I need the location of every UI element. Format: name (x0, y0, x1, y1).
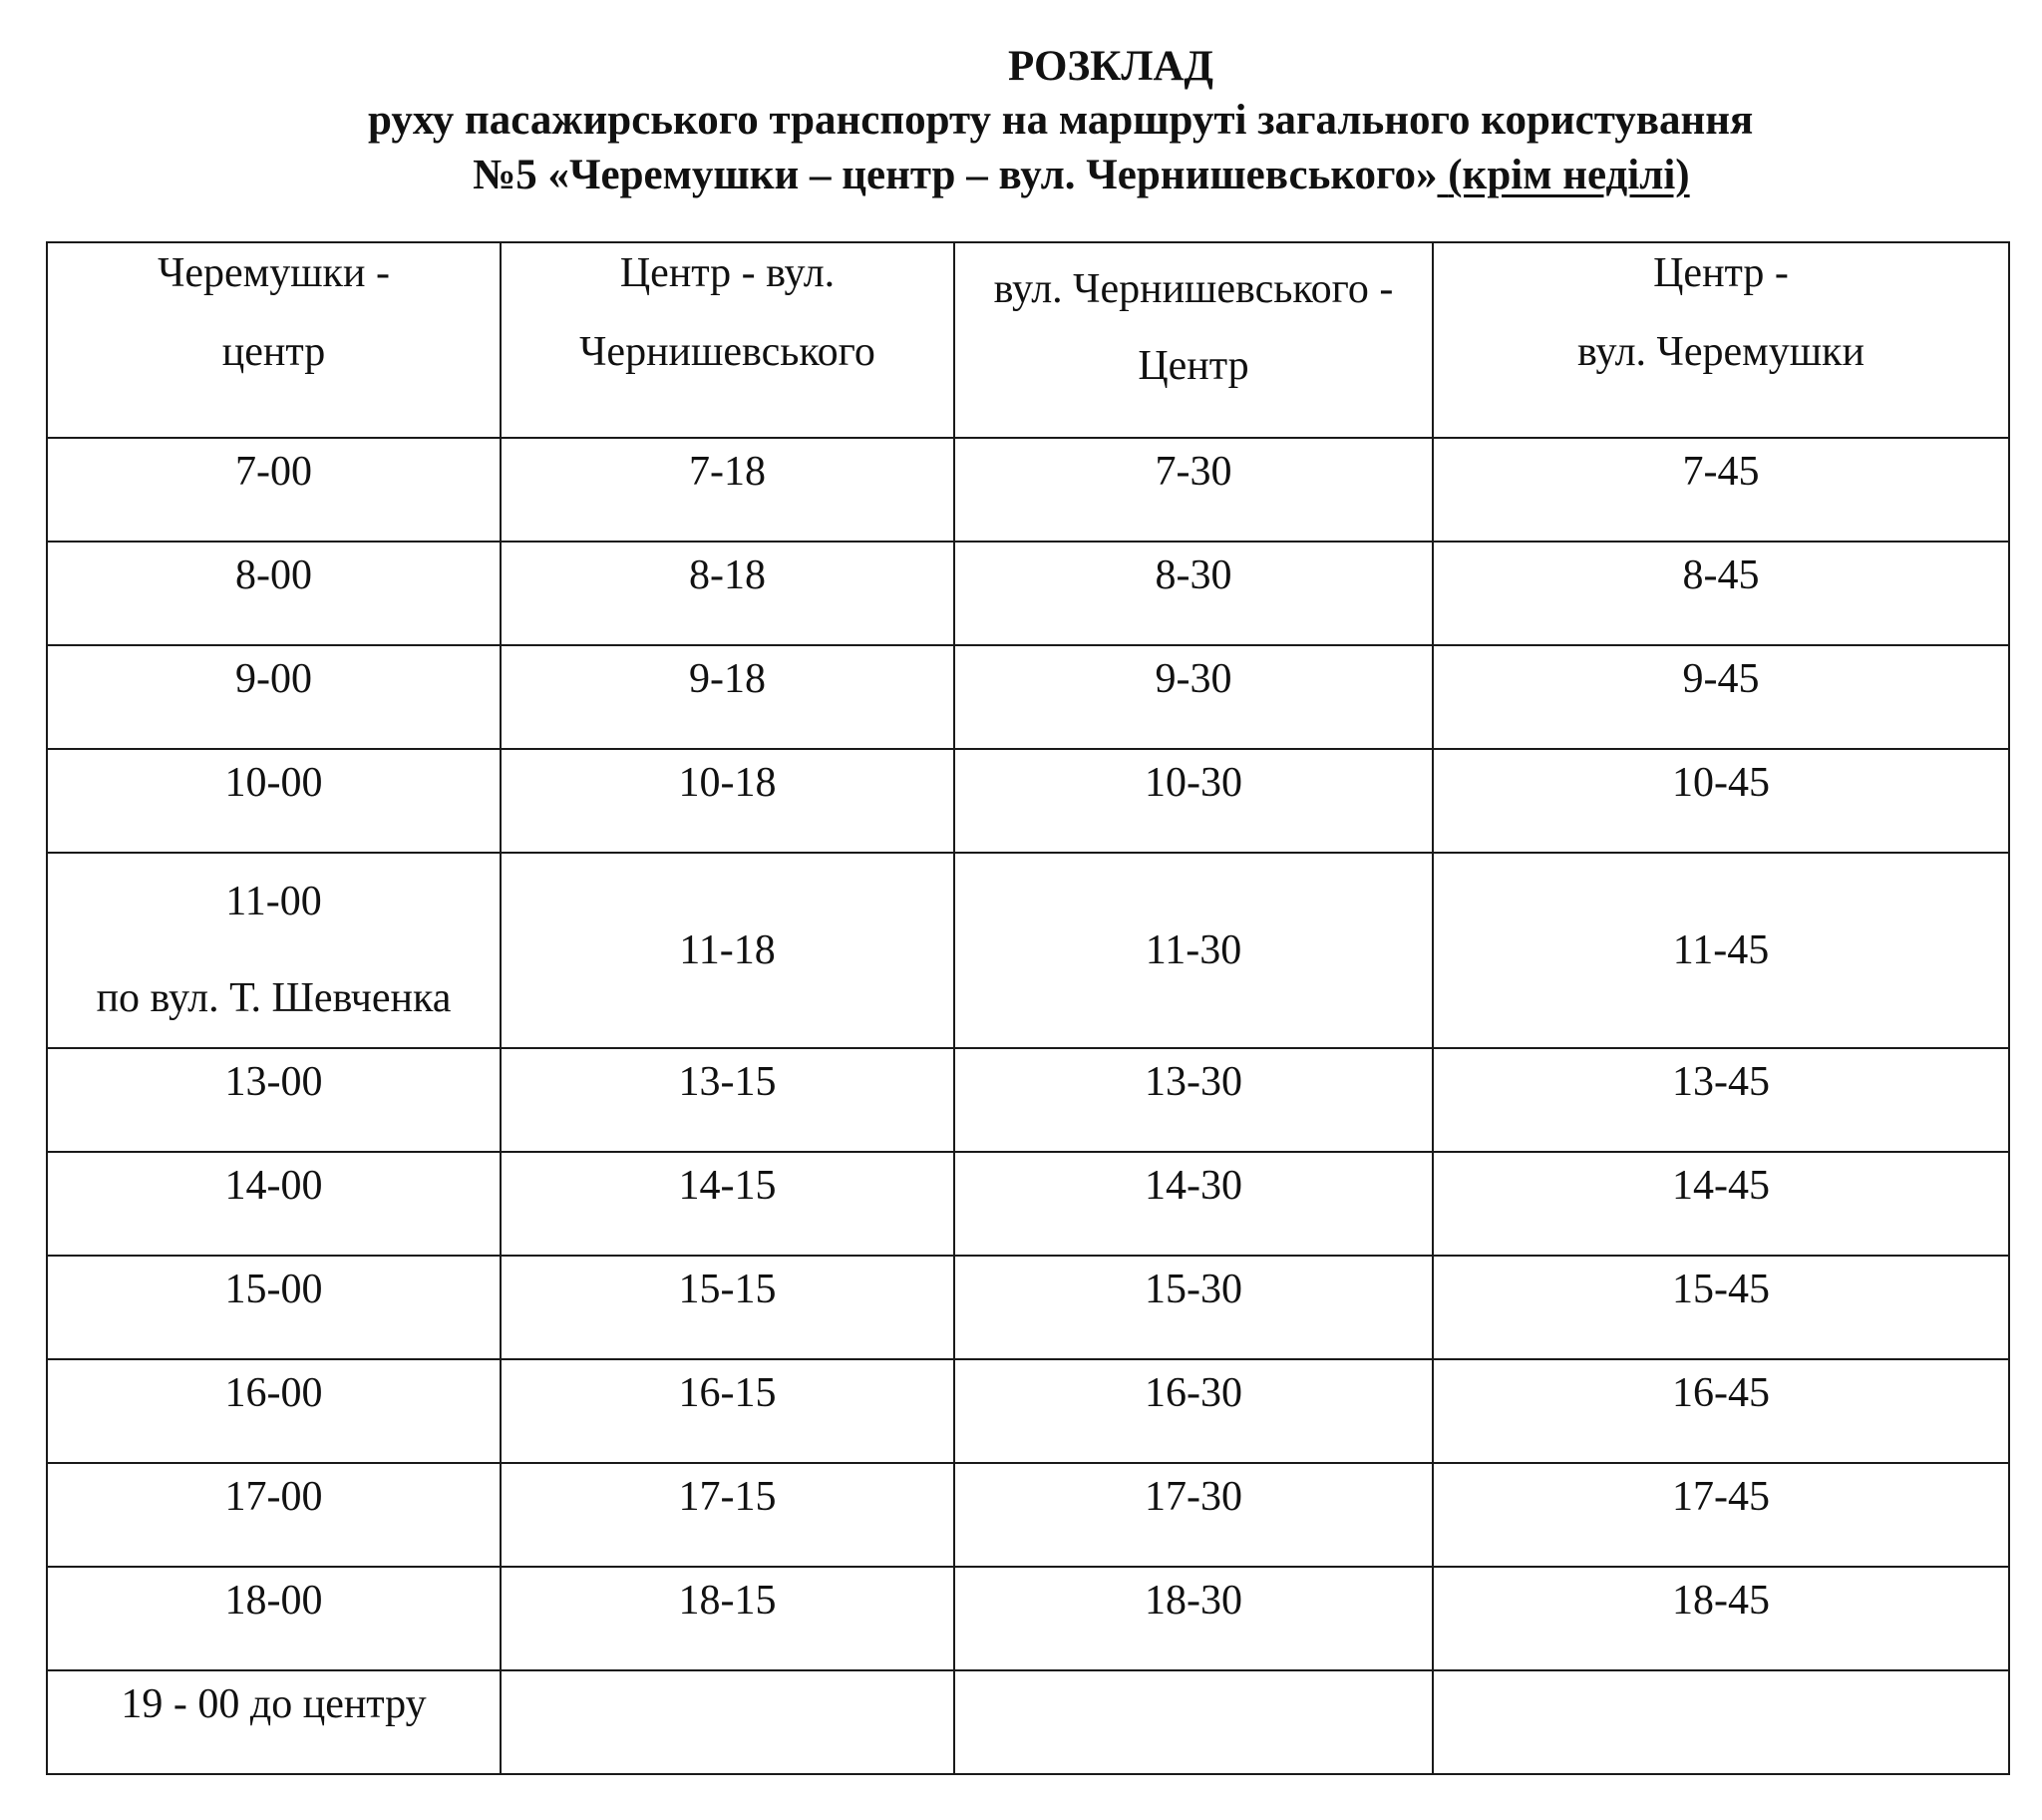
sunday-exception-note: (крім неділі) (1448, 152, 1690, 198)
departure-time: 8-00 (47, 542, 501, 645)
table-row (47, 1359, 2009, 1463)
departure-time: 7-00 (47, 438, 501, 542)
departure-time: 17-45 (1433, 1463, 2009, 1567)
column-header-line: Центр (1138, 343, 1249, 389)
table-row (47, 1048, 2009, 1152)
departure-time: 14-15 (501, 1152, 954, 1256)
departure-time: 9-18 (501, 645, 954, 749)
departure-time: 10-30 (954, 749, 1433, 853)
column-header-line: Чернишевського (579, 329, 875, 375)
departure-time: 13-30 (954, 1048, 1433, 1152)
departure-time: 15-00 (47, 1256, 501, 1359)
column-header (501, 242, 954, 438)
departure-time: 17-30 (954, 1463, 1433, 1567)
departure-time: 18-15 (501, 1567, 954, 1670)
departure-time: 18-30 (954, 1567, 1433, 1670)
table-row (47, 853, 2009, 1048)
detour-note: по вул. Т. Шевченка (96, 975, 452, 1021)
table-header-row (47, 242, 2009, 438)
departure-time: 10-18 (501, 749, 954, 853)
departure-time: 13-00 (47, 1048, 501, 1152)
departure-time: 17-15 (501, 1463, 954, 1567)
column-header-line: вул. Черемушки (1577, 329, 1865, 375)
route-label: №5 «Черемушки – центр – вул. Чернишевського» (473, 152, 1438, 198)
departure-time: 18-00 (47, 1567, 501, 1670)
departure-time: 11-18 (501, 853, 954, 1048)
departure-time: 18-45 (1433, 1567, 2009, 1670)
departure-time: 8-45 (1433, 542, 2009, 645)
departure-time: 7-30 (954, 438, 1433, 542)
table-row (47, 645, 2009, 749)
table-row (47, 438, 2009, 542)
schedule-table (46, 241, 2010, 1775)
final-departure: 19 - 00 до центру (47, 1670, 501, 1774)
table-row (47, 542, 2009, 645)
route-name (473, 151, 1690, 200)
departure-time-with-detour (47, 853, 501, 1048)
schedule-subtitle: руху пасажирського транспорту на маршруті загального користування (368, 97, 1754, 144)
departure-time: 15-30 (954, 1256, 1433, 1359)
departure-time: 9-00 (47, 645, 501, 749)
departure-time: 16-00 (47, 1359, 501, 1463)
departure-time: 13-45 (1433, 1048, 2009, 1152)
departure-time: 8-18 (501, 542, 954, 645)
departure-time: 11-00 (225, 879, 322, 924)
departure-time: 11-30 (954, 853, 1433, 1048)
departure-time: 10-45 (1433, 749, 2009, 853)
departure-time: 15-45 (1433, 1256, 2009, 1359)
column-header (954, 242, 1433, 438)
empty-cell (954, 1670, 1433, 1774)
departure-time: 16-15 (501, 1359, 954, 1463)
table-row (47, 749, 2009, 853)
departure-time: 13-15 (501, 1048, 954, 1152)
schedule-title: РОЗКЛАД (1008, 43, 1214, 90)
departure-time: 16-30 (954, 1359, 1433, 1463)
departure-time: 10-00 (47, 749, 501, 853)
departure-time: 14-30 (954, 1152, 1433, 1256)
departure-time: 11-45 (1433, 853, 2009, 1048)
table-row (47, 1567, 2009, 1670)
table-row (47, 1256, 2009, 1359)
empty-cell (1433, 1670, 2009, 1774)
column-header-line: центр (221, 329, 326, 375)
departure-time: 8-30 (954, 542, 1433, 645)
column-header (1433, 242, 2009, 438)
departure-time: 7-18 (501, 438, 954, 542)
column-header-line: Центр - вул. (619, 250, 836, 296)
departure-time: 16-45 (1433, 1359, 2009, 1463)
table-row (47, 1463, 2009, 1567)
departure-time: 9-45 (1433, 645, 2009, 749)
empty-cell (501, 1670, 954, 1774)
column-header-line: Центр - (1653, 250, 1789, 296)
departure-time: 9-30 (954, 645, 1433, 749)
departure-time: 7-45 (1433, 438, 2009, 542)
departure-time: 15-15 (501, 1256, 954, 1359)
column-header-line: вул. Чернишевського - (993, 266, 1394, 312)
table-row (47, 1152, 2009, 1256)
departure-time: 14-00 (47, 1152, 501, 1256)
table-row (47, 1670, 2009, 1774)
departure-time: 14-45 (1433, 1152, 2009, 1256)
departure-time: 17-00 (47, 1463, 501, 1567)
column-header (47, 242, 501, 438)
column-header-line: Черемушки - (158, 250, 390, 296)
